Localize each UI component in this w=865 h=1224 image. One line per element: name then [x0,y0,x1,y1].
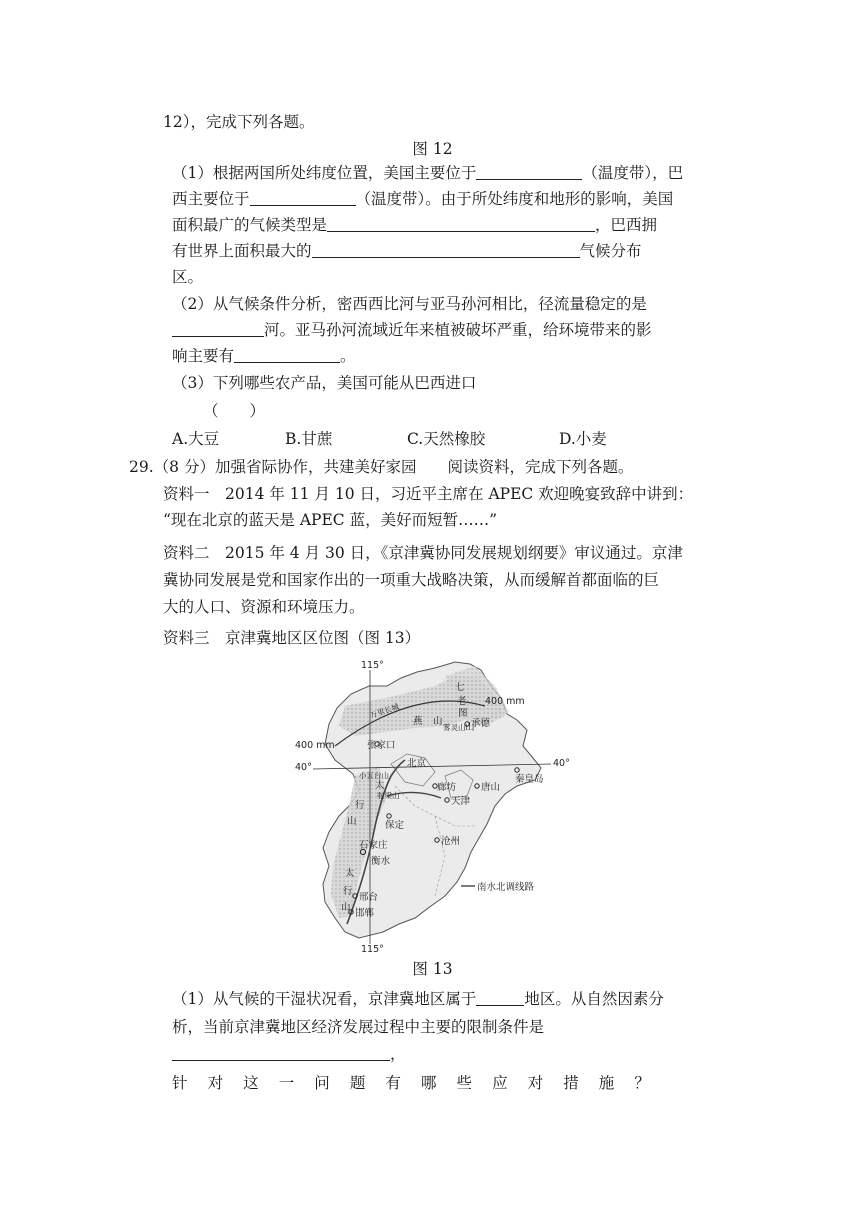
answer-blank[interactable] [312,241,580,258]
city-zhangjiakou: 张家口 [367,740,396,751]
material-1-line2: “现在北京的蓝天是 APEC 蓝，美好而短暂……” [163,511,498,529]
material-1-line1: 资料一 2014 年 11 月 10 日，习近平主席在 APEC 欢迎晚宴致辞中讲到： [163,485,694,503]
mountain-label: 行 [355,800,365,811]
city-xingtai: 邢台 [359,892,379,903]
mountain-label: 图 [458,708,468,719]
isohyet-label-left: 400 mm [295,740,335,751]
lon-label-top: 115° [361,660,384,671]
peak-label: 驼梁山 [377,791,400,800]
mountain-label: 山 [465,722,475,733]
mountain-label: 山 [341,902,351,913]
option-c: C.天然橡胶 [407,430,486,448]
q28-part3: （3）下列哪些农产品，美国可能从巴西进口 [172,374,477,392]
city-hengshui: 衡水 [371,856,391,867]
q28-part1-line5: 区。 [172,268,204,286]
city-langfang: 廊坊 [437,782,457,793]
city-tianjin: 天津 [451,796,471,807]
figure-12-caption: 图 12 [412,140,453,158]
q29-part1-line1: （1）从气候的干湿状况看，京津冀地区属于 地区。从自然因素分 [172,990,664,1008]
material-2-line1: 资料二 2015 年 4 月 30 日，《京津冀协同发展规划纲要》审议通过。京津 [163,544,683,562]
answer-blank[interactable] [476,163,582,180]
mountain-label: 山 [433,716,443,727]
answer-blank[interactable] [172,320,264,337]
isohyet-label-right: 400 mm [485,696,525,707]
q29-part1-line3: ， [172,1043,406,1065]
answer-blank[interactable] [250,189,356,206]
mountain-label: 太 [345,868,355,879]
mountain-label: 山 [347,816,357,827]
figure-13-caption: 图 13 [412,960,453,978]
material-2-line3: 大的人口、资源和环境压力。 [163,598,365,616]
peak-label: 小五台山 [359,771,389,780]
q29-heading: 29.（8 分）加强省际协作，共建美好家园 阅读资料，完成下列各题。 [129,458,634,476]
q28-part1-line3: 面积最广的气候类型是 ，巴西拥 [172,216,658,234]
city-baoding: 保定 [385,820,405,831]
material-2-line2: 冀协同发展是党和国家作出的一项重大战略决策，从而缓解首都面临的巨 [163,571,660,589]
mountain-label: 行 [343,886,353,897]
q28-part1-line2: 西主要位于 （温度带）。由于所处纬度和地形的影响，美国 [172,190,674,208]
lat-label-left: 40° [295,762,312,773]
answer-blank[interactable] [234,346,340,363]
city-cangzhou: 沧州 [441,836,461,847]
option-b: B.甘蔗 [285,430,333,448]
lat-label-right: 40° [553,758,570,769]
great-wall-label: 万里长城 [368,702,401,720]
q28-part3-bracket[interactable]: （ ） [203,402,266,420]
q28-part1-line1: （1）根据两国所处纬度位置，美国主要位于 （温度带），巴 [172,164,684,182]
q29-part1-line4: 针 对 这 一 问 题 有 哪 些 应 对 措 施 ？ [172,1074,650,1092]
material-3-title: 资料三 京津冀地区区位图（图 13） [163,629,421,647]
city-tangshan: 唐山 [481,782,501,793]
mountain-label: 老 [457,696,467,707]
city-handan: 邯郸 [355,908,375,919]
mountain-label: 七 [455,682,465,693]
q28-part1-line4: 有世界上面积最大的 气候分布 [172,242,642,260]
mountain-label: 燕 [413,716,423,727]
answer-blank[interactable] [476,989,524,1006]
peak-label: 雾灵山 [443,723,466,732]
continuation-text: 12），完成下列各题。 [163,113,315,131]
city-shijiazhuang: 石家庄 [359,840,388,851]
legend-label: 南水北调线路 [477,882,535,893]
answer-blank[interactable] [172,1044,390,1061]
city-chengde: 承德 [471,718,491,729]
jingjinji-location-map [295,656,575,954]
mountain-label: 太 [375,780,385,791]
q28-part2-line2: 河。亚马孙河流域近年来植被破坏严重，给环境带来的影 [172,319,652,341]
q29-part1-line2: 析，当前京津冀地区经济发展过程中主要的限制条件是 [172,1018,545,1036]
q28-part2-line3: 响主要有 。 [172,347,356,365]
answer-blank[interactable] [327,215,595,232]
city-qinhuangdao: 秦皇岛 [515,774,544,785]
lon-label-bottom: 115° [361,944,384,954]
city-beijing: 北京 [407,758,427,769]
q28-part2-line1: （2）从气候条件分析，密西西比河与亚马孙河相比，径流量稳定的是 [172,295,647,313]
option-a: A.大豆 [172,430,220,448]
option-d: D.小麦 [559,430,607,448]
